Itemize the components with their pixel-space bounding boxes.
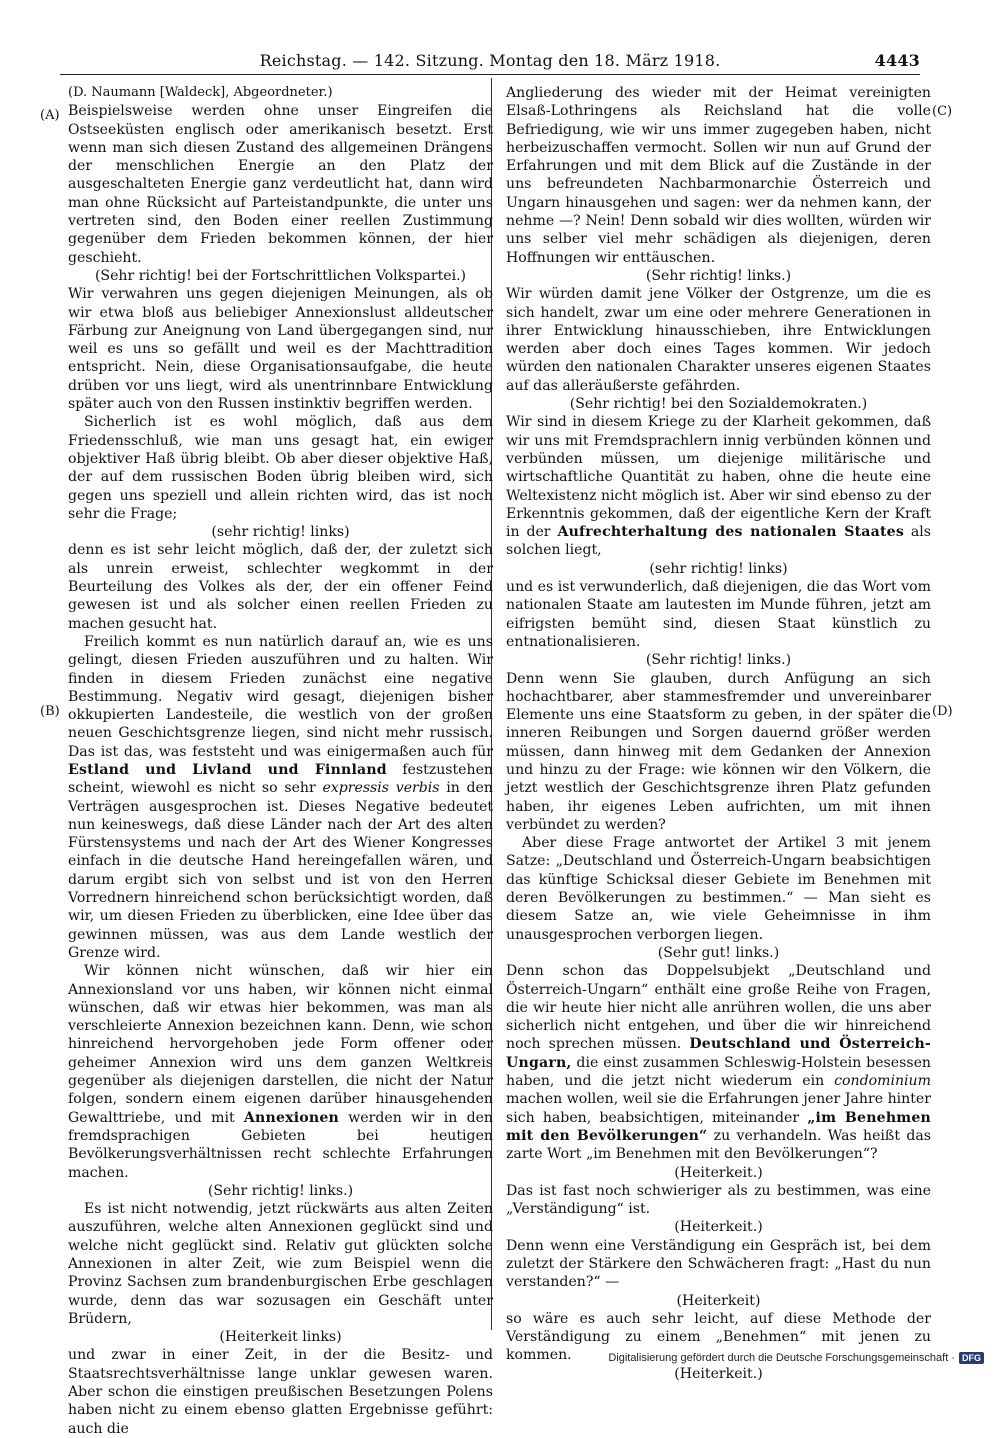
paragraph: Wir verwahren uns gegen diejenigen Meinungen, als ob wir etwa bloß aus beliebiger Annexionslust alldeutscher Färbung zur Aneignung von Land übergegangen sind, nur weil es uns so gefällt und weil es der Machttradition entspricht. Nein, diese Organisationsaufgabe, die heute drüben vor uns liegt, wird als unentrinnbare Entwicklung später auch von den Russen instinktiv begriffen werden. [68,286,493,413]
interjection: (Sehr richtig! bei der Fortschrittlichen Volkspartei.) [94,267,467,284]
latin-text: expressis verbis [322,780,440,797]
paragraph: und es ist verwunderlich, daß diejenigen, die das Wort vom nationalen Staate am lautesten im Munde führen, jetzt am eifrigsten bemüht sind, diesen Staat künstlich zu entnationalisieren. [506,579,931,650]
paragraph: und zwar in einer Zeit, in der die Besitz- und Staatsrechtsverhältnisse lange unklar gewesen waren. Aber schon die einstigen preußischen Besetzungen Polens haben nicht zu einem ebenso glatten Ergebnisse geführt: auch die [68,1347,493,1437]
margin-marker-d: (D) [932,704,953,719]
paragraph [506,962,931,1163]
text-run: zu verhandeln. Was heißt das zarte Wort „im Benehmen mit den Bevölkerungen“? [506,1127,931,1163]
paragraph: Sicherlich ist es wohl möglich, daß aus dem Friedensschluß, wie man uns gesagt hat, ein ewiger objektiver Haß übrig bleibt. Ob aber dieser objektive Haß, der auf dem russischen Boden übrig bleiben wird, sich gegen uns speziell und allein richten wird, das ist noch sehr die Frage; [68,414,493,522]
interjection: (Heiterkeit.) [674,1164,763,1181]
paragraph: Aber diese Frage antwortet der Artikel 3 mit jenem Satze: „Deutschland und Österreich-Ungarn beabsichtigen das künftige Schicksal dieser Gebiete im Benehmen mit deren Bevölkerungen zu bestimmen.“ — Man sieht es diesem Satze an, wie viele Geheimnisse in ihm unausgesprochen verborgen liegen. [506,835,931,943]
paragraph [68,962,493,1182]
bold-text: Aufrechterhaltung des nationalen Staates [557,524,904,541]
paragraph: so wäre es auch sehr leicht, auf diese Methode der Verständigung zu einem „Benehmen“ mit jenen zu kommen. [506,1310,931,1364]
margin-marker-b: (B) [40,704,60,719]
text-run: machen wollen, weil sie die Erfahrungen jener Jahre hinter sich haben, beabsichtigen, miteinander [506,1091,931,1126]
bold-text: Deutschland und Österreich-Ungarn, [506,1036,931,1071]
bold-text: Estland und Livland und Finnland [68,761,387,778]
text-run: Freilich kommt es nun natürlich darauf an, wie es uns gelingt, diesen Frieden auszuführen und zu halten. Wir finden in diesem Frieden zunächst eine negative Bestimmung. Negativ wird gesagt, diejenigen bisher okkupierten Landesteile, die westlich von der großen neuen Geschichtsgrenze liegen, sind nicht mehr russisch. Das ist das, was feststeht und was einigermaßen auch für [68,633,493,760]
interjection: (Sehr richtig! links.) [645,652,792,669]
speaker-line: (D. Naumann [Waldeck], Abgeordneter.) [68,85,333,100]
footer-text: Digitalisierung gefördert durch die Deutsche Forschungsgemeinschaft · [608,1352,955,1364]
paragraph: Angliederung des wieder mit der Heimat vereinigten Elsaß-Lothringens als Reichsland hat die volle Befriedigung, wie wir uns immer zugegeben haben, nicht herbeizuschaffen vermocht. Sollen wir nun auf Grund der Erfahrungen und mit dem Blick auf die Zustände in der uns befreundeten Nachbarmonarchie Österreich und Ungarn hinausgehen und sagen: wer da nehmen kann, der nehme —? Nein! Denn sobald wir dies wollten, würden wir uns selber viel mehr schädigen als diejenigen, deren Hoffnungen wir enttäuschen. [506,85,931,266]
left-column [68,84,494,1437]
paragraph: Das ist fast noch schwieriger als zu bestimmen, was eine „Verständigung“ ist. [506,1182,931,1218]
text-run: Wir sind in diesem Kriege zu der Klarheit gekommen, daß wir uns mit Fremdsprachlern innig verbünden können und verbünden müssen, um diejenige militärische und wirtschaftliche Quantität zu haben, ohne die heute eine Weltexistenz nicht möglich ist. Aber wir sind ebenso zu der Erkenntnis gekommen, daß der eigentliche Kern der Kraft in der [506,414,931,541]
interjection: (Heiterkeit) [676,1292,761,1309]
interjection: (sehr richtig! links) [211,524,350,541]
text-run: in den Verträgen ausgesprochen ist. Dieses Negative bedeutet nun keineswegs, daß diese Länder nach der Art des alten Fürstensystems und nach der Art des Wiener Kongresses einfach in die deutsche Hand hereingefallen wären, und darum ergibt sich von selbst und ist von den Herren Vorrednern hinreichend schon berücksichtigt worden, daß wir, um diesen Frieden zu überblicken, eine Idee über das gewinnen müssen, was aus dem Lande westlich der Grenze wird. [68,780,493,961]
page-header [60,50,920,72]
interjection: (Heiterkeit links) [219,1329,342,1346]
footer [608,1352,984,1364]
paragraph: Beispielsweise werden ohne unser Eingreifen die Ostseeküsten englisch oder amerikanisch besetzt. Erst wenn man sich diesen Zustand des allgemeinen Drängens der menschlichen Energie an den Platz der ausgeschalteten Energie ganz verdeutlicht hat, dann wird man ohne Rücksicht auf Parteistandpunkte, die unter uns vertreten sind, den Boden einer reellen Zustimmung gegenüber dem Frieden bekommen können, der hier geschieht. [68,103,493,266]
header-title: Reichstag. — 142. Sitzung. Montag den 18. März 1918. [259,51,721,70]
paragraph [506,413,931,559]
text-run: Denn schon das Doppelsubjekt „Deutschland und Österreich-Ungarn“ enthält eine große Reihe von Fragen, die wir heute hier nicht alle anrühren wollen, die uns aber sicherlich nicht entgehen, und über die wir hinreichend noch sprechen müssen. [506,963,931,1053]
text-run: festzustehen scheint, wiewohl es nicht so sehr [68,761,493,797]
interjection: (Sehr richtig! links.) [207,1182,354,1199]
paragraph: Wir würden damit jene Völker der Ostgrenze, um die es sich handelt, zwar um eine oder mehrere Generationen in ihrer Entwicklung hinausschieben, ihre Entwicklungen werden aber doch eines Tages kommen. Wir jedoch würden den nationalen Charakter unseres eigenen Staates auf das alleräußerste gefährden. [506,286,931,394]
interjection: (Sehr gut! links.) [657,944,780,961]
interjection: (Heiterkeit.) [674,1219,763,1236]
paragraph: Es ist nicht notwendig, jetzt rückwärts aus alten Zeiten auszuführen, welche alten Annexionen geglückt sind und welche nicht geglückt sind. Relativ gut glückten solche Annexionen in alter Zeit, wie zum Beispiel wenn die Provinz Sachsen zum brandenburgischen Erbe geschlagen wurde, denn das war sozusagen ein Geschäft unter Brüdern, [68,1201,493,1327]
paragraph: Denn wenn eine Verständigung ein Gespräch ist, bei dem zuletzt der Stärkere den Schwächeren fragt: „Hast du nun verstanden?“ — [506,1237,931,1291]
page-number: 4443 [874,51,920,70]
bold-text: Annexionen [243,1109,339,1126]
bold-text: „im Benehmen mit den Bevölkerungen“ [506,1109,931,1144]
interjection: (Sehr richtig! bei den Sozialdemokraten.) [569,396,868,413]
header-rule [60,74,920,75]
dfg-logo: DFG [959,1352,984,1364]
paragraph: Denn wenn Sie glauben, durch Anfügung an sich hochachtbarer, aber stammesfremder und unvereinbarer Elemente uns eine Staatsform zu geben, in der später die inneren Reibungen und Sorgen dauernd größer werden müssen, dann hinweg mit dem Gedanken der Annexion und hinzu zu der Frage: wie können wir den Völkern, die jetzt westlich der Geschichtsgrenze ihren Platz gefunden haben, ihr eigenes Leben aufrichten, um mit ihnen verbündet zu werden? [506,670,931,833]
text-run: Wir können nicht wünschen, daß wir hier ein Annexionsland vor uns haben, wir können nicht einmal wünschen, daß wir etwas hier bekommen, was man als verschleierte Annexion bezeichnen kann. Denn, wie schon hinreichend hervorgehoben jede Form offener oder geheimer Annexion wird uns dem ganzen Weltkreis gegenüber als diejenigen darstellen, die nicht der Natur folgen, sondern einem eigenen darüber hinausgehenden Gewalttriebe, und mit [68,963,493,1126]
interjection: (Sehr richtig! links.) [645,267,792,284]
interjection: (sehr richtig! links) [649,560,788,577]
margin-marker-a: (A) [40,108,60,123]
interjection: (Heiterkeit.) [674,1365,763,1382]
margin-marker-c: (C) [932,104,953,119]
text-run: als solchen liegt, [506,524,932,559]
text-run: werden wir in den fremdsprachigen Gebieten bei heutigen Bevölkerungsverhältnissen recht schlechte Erfahrungen machen. [68,1109,494,1181]
paragraph: denn es ist sehr leicht möglich, daß der, der zuletzt sich als unrein erweist, schlechter wegkommt in der Beurteilung des Volkes als der, der ein offener Feind gewesen ist und als solcher einen reellen Frieden zu machen gesucht hat. [68,542,493,632]
paragraph [68,633,493,962]
latin-text: condominium [834,1073,931,1090]
text-run: die einst zusammen Schleswig-Holstein besessen haben, und die jetzt nicht wiederum ein [506,1054,931,1090]
